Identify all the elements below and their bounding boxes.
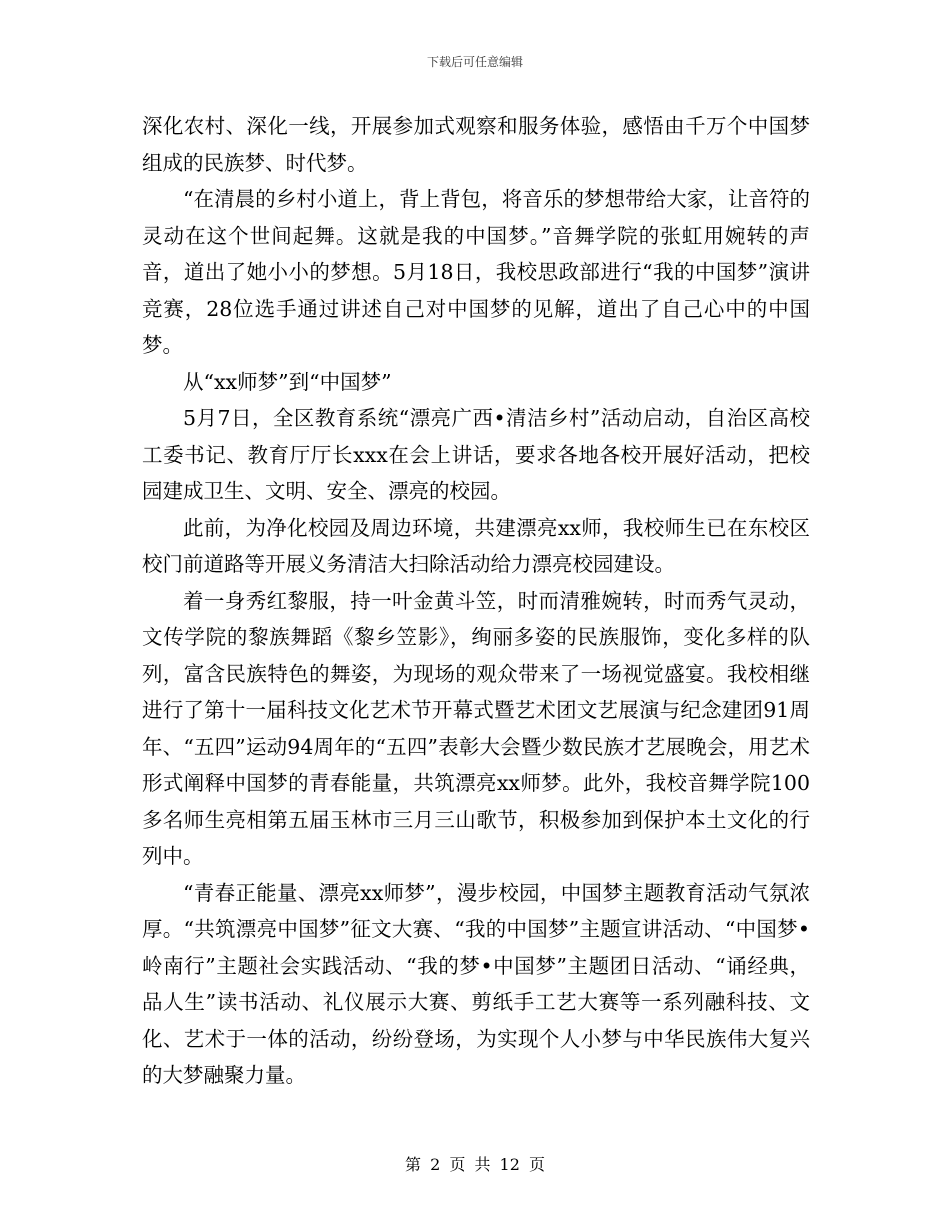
paragraph: 着一身秀红黎服，持一叶金黄斗笠，时而清雅婉转，时而秀气灵动，文传学院的黎族舞蹈《黎乡笠影》，绚丽多姿的民族服饰，变化多样的队列，富含民族特色的舞姿，为现场的观众带来了一场视觉盛宴。我校相继进行了第十一届科技文化艺术节开幕式暨艺术团文艺展演与纪念建团91周年、“五四”运动94周年的“五四”表彰大会暨少数民族才艺展晚会，用艺术形式阐释中国梦的青春能量，共筑漂亮xx师梦。此外，我校音舞学院100多名师生亮相第五届玉林市三月三山歌节，积极参加到保护本土文化的行列中。 xyxy=(142,588,810,868)
paragraph: 5月7日，全区教育系统“漂亮广西•清洁乡村”活动启动，自治区高校工委书记、教育厅厅长xxx在会上讲话，要求各地各校开展好活动，把校园建成卫生、文明、安全、漂亮的校园。 xyxy=(142,406,810,503)
paragraph: “在清晨的乡村小道上，背上背包，将音乐的梦想带给大家，让音符的灵动在这个世间起舞。这就是我的中国梦。”音舞学院的张虹用婉转的声音，道出了她小小的梦想。5月18日，我校思政部进行“我的中国梦”演讲竞赛，28位选手通过讲述自己对中国梦的见解，道出了自己心中的中国梦。 xyxy=(142,187,810,357)
paragraph: 深化农村、深化一线，开展参加式观察和服务体验，感悟由千万个中国梦组成的民族梦、时代梦。 xyxy=(142,114,810,175)
document-body xyxy=(142,108,810,1094)
paragraph: “青春正能量、漂亮xx师梦”，漫步校园，中国梦主题教育活动气氛浓厚。“共筑漂亮中国梦”征文大赛、“我的中国梦”主题宣讲活动、“中国梦•岭南行”主题社会实践活动、“我的梦•中国梦”主题团日活动、“诵经典，品人生”读书活动、礼仪展示大赛、剪纸手工艺大赛等一系列融科技、文化、艺术于一体的活动，纷纷登场，为实现个人小梦与中华民族伟大复兴的大梦融聚力量。 xyxy=(142,880,810,1087)
page-footer: 第 2 页 共 12 页 xyxy=(405,1155,545,1174)
section-heading: 从“xx师梦”到“中国梦” xyxy=(183,369,392,394)
page-header: 下载后可任意编辑 xyxy=(426,55,523,69)
paragraph: 此前，为净化校园及周边环境，共建漂亮xx师，我校师生已在东校区校门前道路等开展义务清洁大扫除活动给力漂亮校园建设。 xyxy=(142,515,810,576)
